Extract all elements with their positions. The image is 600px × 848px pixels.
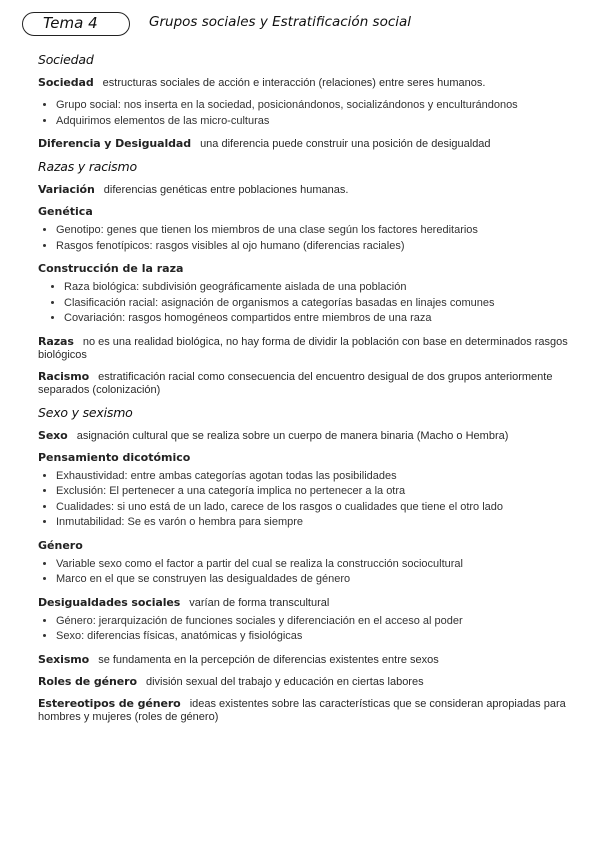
- list-item: • Rasgos fenotípicos: rasgos visibles al ojo humano (diferencias raciales): [56, 239, 583, 255]
- term-sociedad: Sociedad: [38, 76, 94, 89]
- term-roles: Roles de género: [38, 674, 137, 688]
- definition-racismo: [38, 370, 583, 397]
- tema-badge: Tema 4: [22, 12, 130, 36]
- list-item: • Exhaustividad: entre ambas categorías agotan todas las posibilidades: [56, 469, 583, 485]
- definition-text: ideas existentes sobre las características que se consideran apropiadas para hombres y mujeres (roles de género): [38, 697, 566, 723]
- definition-sexismo: [38, 653, 583, 667]
- list-item: • Clasificación racial: asignación de organismos a categorías basadas en linajes comunes: [64, 296, 583, 312]
- term-sexismo: Sexismo: [38, 652, 90, 666]
- definition-text: no es una realidad biológica, no hay forma de dividir la población con base en determinados rasgos biológicos: [38, 335, 568, 361]
- definition-text: diferencias genéticas entre poblaciones humanas.: [103, 184, 349, 196]
- section-heading-razas: Razas y racismo: [38, 159, 137, 174]
- definition-desigualdades: [38, 596, 583, 610]
- list-item: • Variable sexo como el factor a partir del cual se realiza la construcción sociocultural: [56, 557, 583, 573]
- list-item: • Género: jerarquización de funciones sociales y diferenciación en el acceso al poder: [56, 614, 583, 630]
- definition-text: estratificación racial como consecuencia del encuentro desigual de dos grupos anteriormente separados (colonización): [38, 370, 553, 396]
- list-item: • Cualidades: si uno está de un lado, carece de los rasgos o cualidades que tiene el otro lado: [56, 500, 583, 516]
- section-heading-sociedad: Sociedad: [38, 52, 94, 67]
- list-item: • Adquirimos elementos de las micro-culturas: [56, 114, 583, 130]
- term-racismo: Racismo: [38, 369, 90, 383]
- list-item: • Grupo social: nos inserta en la sociedad, posicionándonos, socializándonos y enculturándonos: [56, 98, 583, 114]
- list-sociedad: [38, 98, 583, 129]
- definition-variacion: [38, 183, 583, 197]
- definition-text: división sexual del trabajo y educación en ciertas labores: [145, 675, 424, 688]
- definition-text: se fundamenta en la percepción de diferencias existentes entre sexos: [98, 653, 439, 666]
- list-item: • Marco en el que se construyen las desigualdades de género: [56, 572, 583, 588]
- list-item: • Raza biológica: subdivisión geográficamente aislada de una población: [64, 280, 583, 296]
- term-estereotipos: Estereotipos de género: [38, 696, 181, 710]
- list-desigualdades: [38, 614, 583, 645]
- subheading-construccion: Construcción de la raza: [38, 262, 184, 275]
- definition-text: asignación cultural que se realiza sobre un cuerpo de manera binaria (Macho o Hembra): [76, 429, 509, 442]
- definition-sociedad: [38, 76, 583, 90]
- definition-roles: [38, 675, 583, 689]
- term-diferencia: Diferencia y Desigualdad: [38, 137, 191, 150]
- term-variacion: Variación: [38, 183, 95, 196]
- definition-text: varían de forma transcultural: [189, 596, 330, 609]
- definition-razas: [38, 335, 583, 362]
- list-item: • Sexo: diferencias físicas, anatómicas y fisiológicas: [56, 629, 583, 645]
- list-item: • Exclusión: El pertenecer a una categoría implica no pertenecer a la otra: [56, 484, 583, 500]
- page-title: Grupos sociales y Estratificación social: [149, 14, 412, 30]
- list-pensamiento: [38, 469, 583, 531]
- content: [38, 52, 583, 732]
- list-item: • Covariación: rasgos homogéneos compartidos entre miembros de una raza: [64, 311, 583, 327]
- definition-diferencia: [38, 137, 583, 151]
- definition-estereotipos: [38, 697, 583, 724]
- definition-text: una diferencia puede construir una posición de desigualdad: [200, 138, 491, 150]
- term-sexo: Sexo: [38, 428, 68, 442]
- list-item: • Genotipo: genes que tienen los miembros de una clase según los factores hereditarios: [56, 223, 583, 239]
- term-razas: Razas: [38, 334, 74, 348]
- list-item: • Inmutabilidad: Se es varón o hembra para siempre: [56, 515, 583, 531]
- subheading-pensamiento: Pensamiento dicotómico: [38, 450, 191, 464]
- list-genetica: [38, 223, 583, 254]
- definition-text: estructuras sociales de acción e interacción (relaciones) entre seres humanos.: [102, 77, 486, 89]
- subheading-genetica: Genética: [38, 205, 93, 218]
- subheading-genero: Género: [38, 538, 83, 552]
- term-desigualdades: Desigualdades sociales: [38, 595, 181, 609]
- list-construccion: [38, 280, 583, 327]
- section-heading-sexo: Sexo y sexismo: [38, 404, 133, 420]
- list-genero: [38, 557, 583, 588]
- definition-sexo: [38, 429, 583, 443]
